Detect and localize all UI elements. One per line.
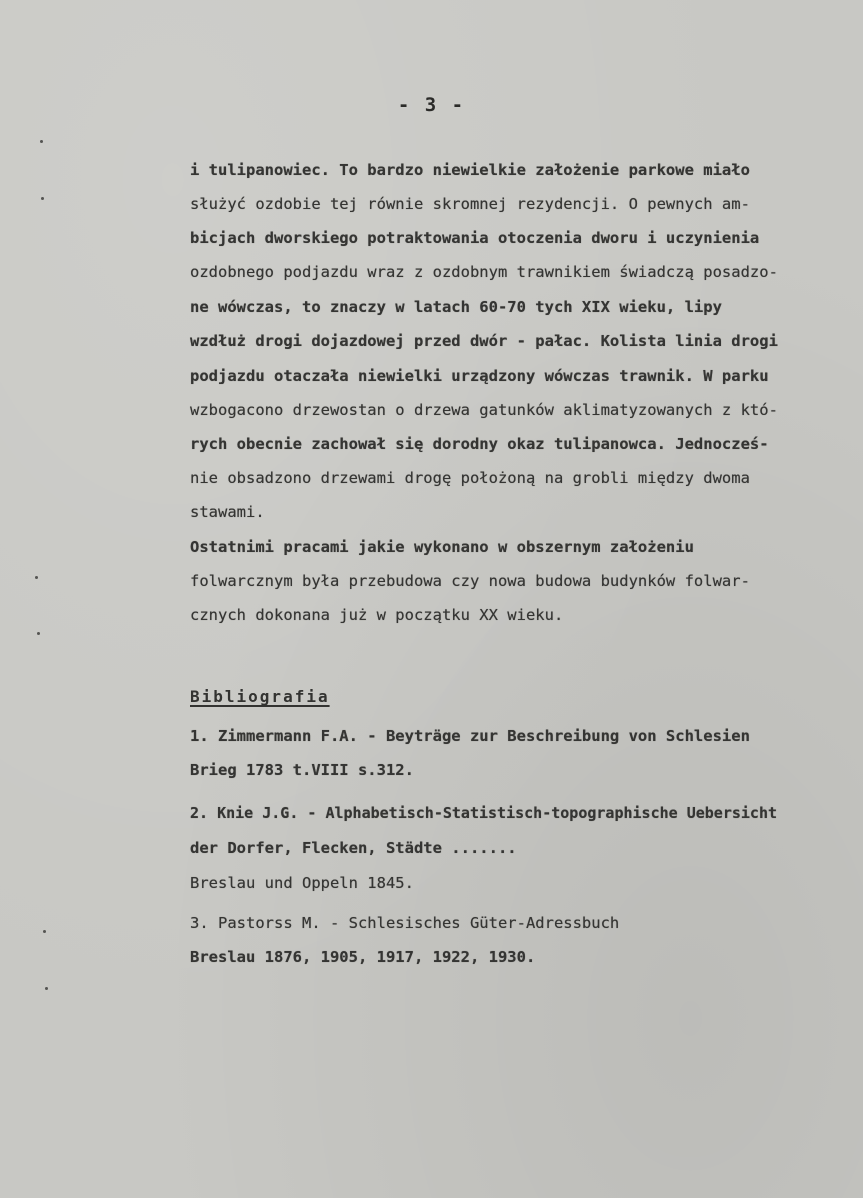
paragraph-1-line-5: ne wówczas, to znaczy w latach 60-70 tych XIX wieku, lipy: [190, 298, 722, 316]
paragraph-1-line-10: nie obsadzono drzewami drogę położoną na grobli między dwoma: [190, 469, 750, 487]
bibliography-entry-1-line-2: Brieg 1783 t.VIII s.312.: [190, 761, 414, 779]
paragraph-1-line-3: bicjach dworskiego potraktowania otoczenia dworu i uczynienia: [190, 229, 760, 247]
paragraph-1-line-2: służyć ozdobie tej równie skromnej rezydencji. O pewnych am-: [190, 195, 750, 213]
paragraph-1-line-8: wzbogacono drzewostan o drzewa gatunków aklimatyzowanych z któ-: [190, 401, 778, 419]
paragraph-1-line-1: i tulipanowiec. To bardzo niewielkie założenie parkowe miało: [190, 161, 750, 179]
bibliography-entry-2-line-3: Breslau und Oppeln 1845.: [190, 874, 414, 892]
bibliography-entry-3-line-2: Breslau 1876, 1905, 1917, 1922, 1930.: [190, 948, 536, 966]
margin-speck: [41, 197, 44, 200]
bibliography-entry-1-line-1: 1. Zimmermann F.A. - Beyträge zur Beschreibung von Schlesien: [190, 727, 750, 745]
paragraph-1-line-4: ozdobnego podjazdu wraz z ozdobnym trawnikiem świadczą posadzo-: [190, 263, 778, 281]
bibliography-heading: Bibliografia: [190, 687, 330, 706]
margin-speck: [40, 140, 43, 143]
bibliography-entry-2-line-2: der Dorfer, Flecken, Städte .......: [190, 839, 517, 857]
paragraph-2-line-3: cznych dokonana już w początku XX wieku.: [190, 606, 564, 624]
margin-speck: [45, 987, 48, 990]
paragraph-1-line-9: rych obecnie zachował się dorodny okaz tulipanowca. Jednocześ-: [190, 435, 769, 453]
page-number: - 3 -: [397, 94, 466, 116]
paragraph-1-line-6: wzdłuż drogi dojazdowej przed dwór - pałac. Kolista linia drogi: [190, 332, 778, 350]
bibliography-entry-2-line-1: 2. Knie J.G. - Alphabetisch-Statistisch-topographische Uebersicht: [190, 804, 777, 822]
margin-speck: [35, 576, 38, 579]
paragraph-1-line-11: stawami.: [190, 503, 265, 521]
margin-speck: [37, 632, 40, 635]
paragraph-2-line-2: folwarcznym była przebudowa czy nowa budowa budynków folwar-: [190, 572, 750, 590]
paragraph-1-line-7: podjazdu otaczała niewielki urządzony wówczas trawnik. W parku: [190, 367, 769, 385]
paragraph-2-line-1: Ostatnimi pracami jakie wykonano w obszernym założeniu: [190, 538, 694, 556]
bibliography-entry-3-line-1: 3. Pastorss M. - Schlesisches Güter-Adressbuch: [190, 914, 620, 932]
margin-speck: [43, 930, 46, 933]
